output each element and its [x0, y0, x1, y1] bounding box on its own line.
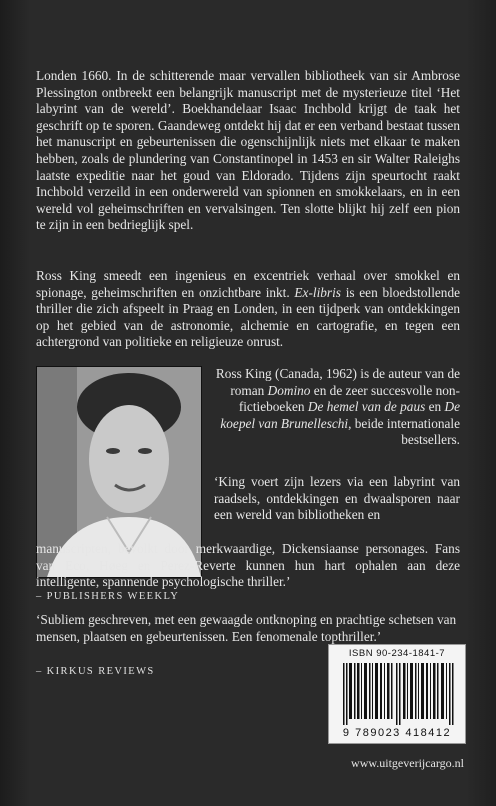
review-source-publishers-weekly: – PUBLISHERS WEEKLY	[36, 591, 180, 602]
review-quote-1-continued: manuscripten, bevolkt door merkwaardige, Dickensiaanse personages. Fans van Eco, Høeg en Perez-Reverte kunnen hun hart ophalen aan deze intelligente, spannende psychologische thriller.’	[36, 541, 460, 590]
review-quote-1-start: ‘King voert zijn lezers via een labyrint van raadsels, ontdekkingen en dwaalsporen naar een wereld van bibliotheken en	[214, 474, 460, 523]
barcode-panel	[328, 644, 466, 744]
bio-title-hemel: De hemel van de paus	[307, 399, 426, 415]
author-bio	[214, 366, 460, 449]
review-source-kirkus: – KIRKUS REVIEWS	[36, 666, 155, 677]
bio-title-koepel: De koepel van Brunelleschi	[220, 399, 460, 431]
synopsis-p2-text-a: Ross King smeedt een ingenieus en excentriek verhaal over smokkel en spionage, geheimschriften en onzichtbare inkt.	[36, 268, 460, 300]
ean-number: 9 789023 418412	[342, 727, 452, 739]
bio-title-domino: Domino	[267, 382, 311, 398]
isbn-number: ISBN 90-234-1841-7	[348, 648, 446, 659]
book-title-italic: Ex-libris	[294, 284, 341, 300]
synopsis-p2-text-b: is een bloedstollende thriller die zich afspeelt in Praag en Londen, in een tijdperk van ontdekkingen op het gebied van de astronomie, alchemie en cartografie, en tegen een achtergrond van politieke en religieuze onrust.	[36, 284, 460, 350]
publisher-url: www.uitgeverijcargo.nl	[351, 756, 464, 770]
bio-text-b: en de zeer succesvolle non-fictieboeken	[238, 382, 460, 415]
barcode-icon	[343, 663, 457, 725]
bio-text-a: Ross King (Canada, 1962) is de auteur van de roman	[215, 366, 460, 398]
synopsis-paragraph-1: Londen 1660. In de schitterende maar vervallen bibliotheek van sir Ambrose Plessington ontbreekt een belangrijk manuscript met de mysterieuze titel ‘Het labyrint van de wereld’. Boekhandelaar Isaac Inchbold krijgt de taak het geschrift op te sporen. Gaandeweg ontdekt hij dat er een verband bestaat tussen het manuscript en gebeurtenissen die ogenschijnlijk niets met elkaar te maken hebben, zoals de plundering van Constantinopel in 1453 en sir Walter Raleighs laatste expeditie naar het goud van Eldorado. Tijdens zijn speurtocht raakt Inchbold verzeild in een onderwereld van spionnen en smokkelaars, en in een wereld vol geheimschriften en vervalsingen. Ten slotte blijkt hij zelf een pion te zijn in een bedrieglijk spel.	[36, 68, 460, 233]
bio-text-c: en	[425, 399, 445, 415]
review-quote-2: ‘Subliem geschreven, met een gewaagde ontknoping en prachtige schetsen van mensen, plaatsen en gebeurtenissen. Een fenomenale topthriller.’	[36, 612, 457, 644]
bio-text-d: , beide internationale bestsellers.	[348, 415, 460, 448]
synopsis-paragraph-2	[36, 268, 460, 351]
